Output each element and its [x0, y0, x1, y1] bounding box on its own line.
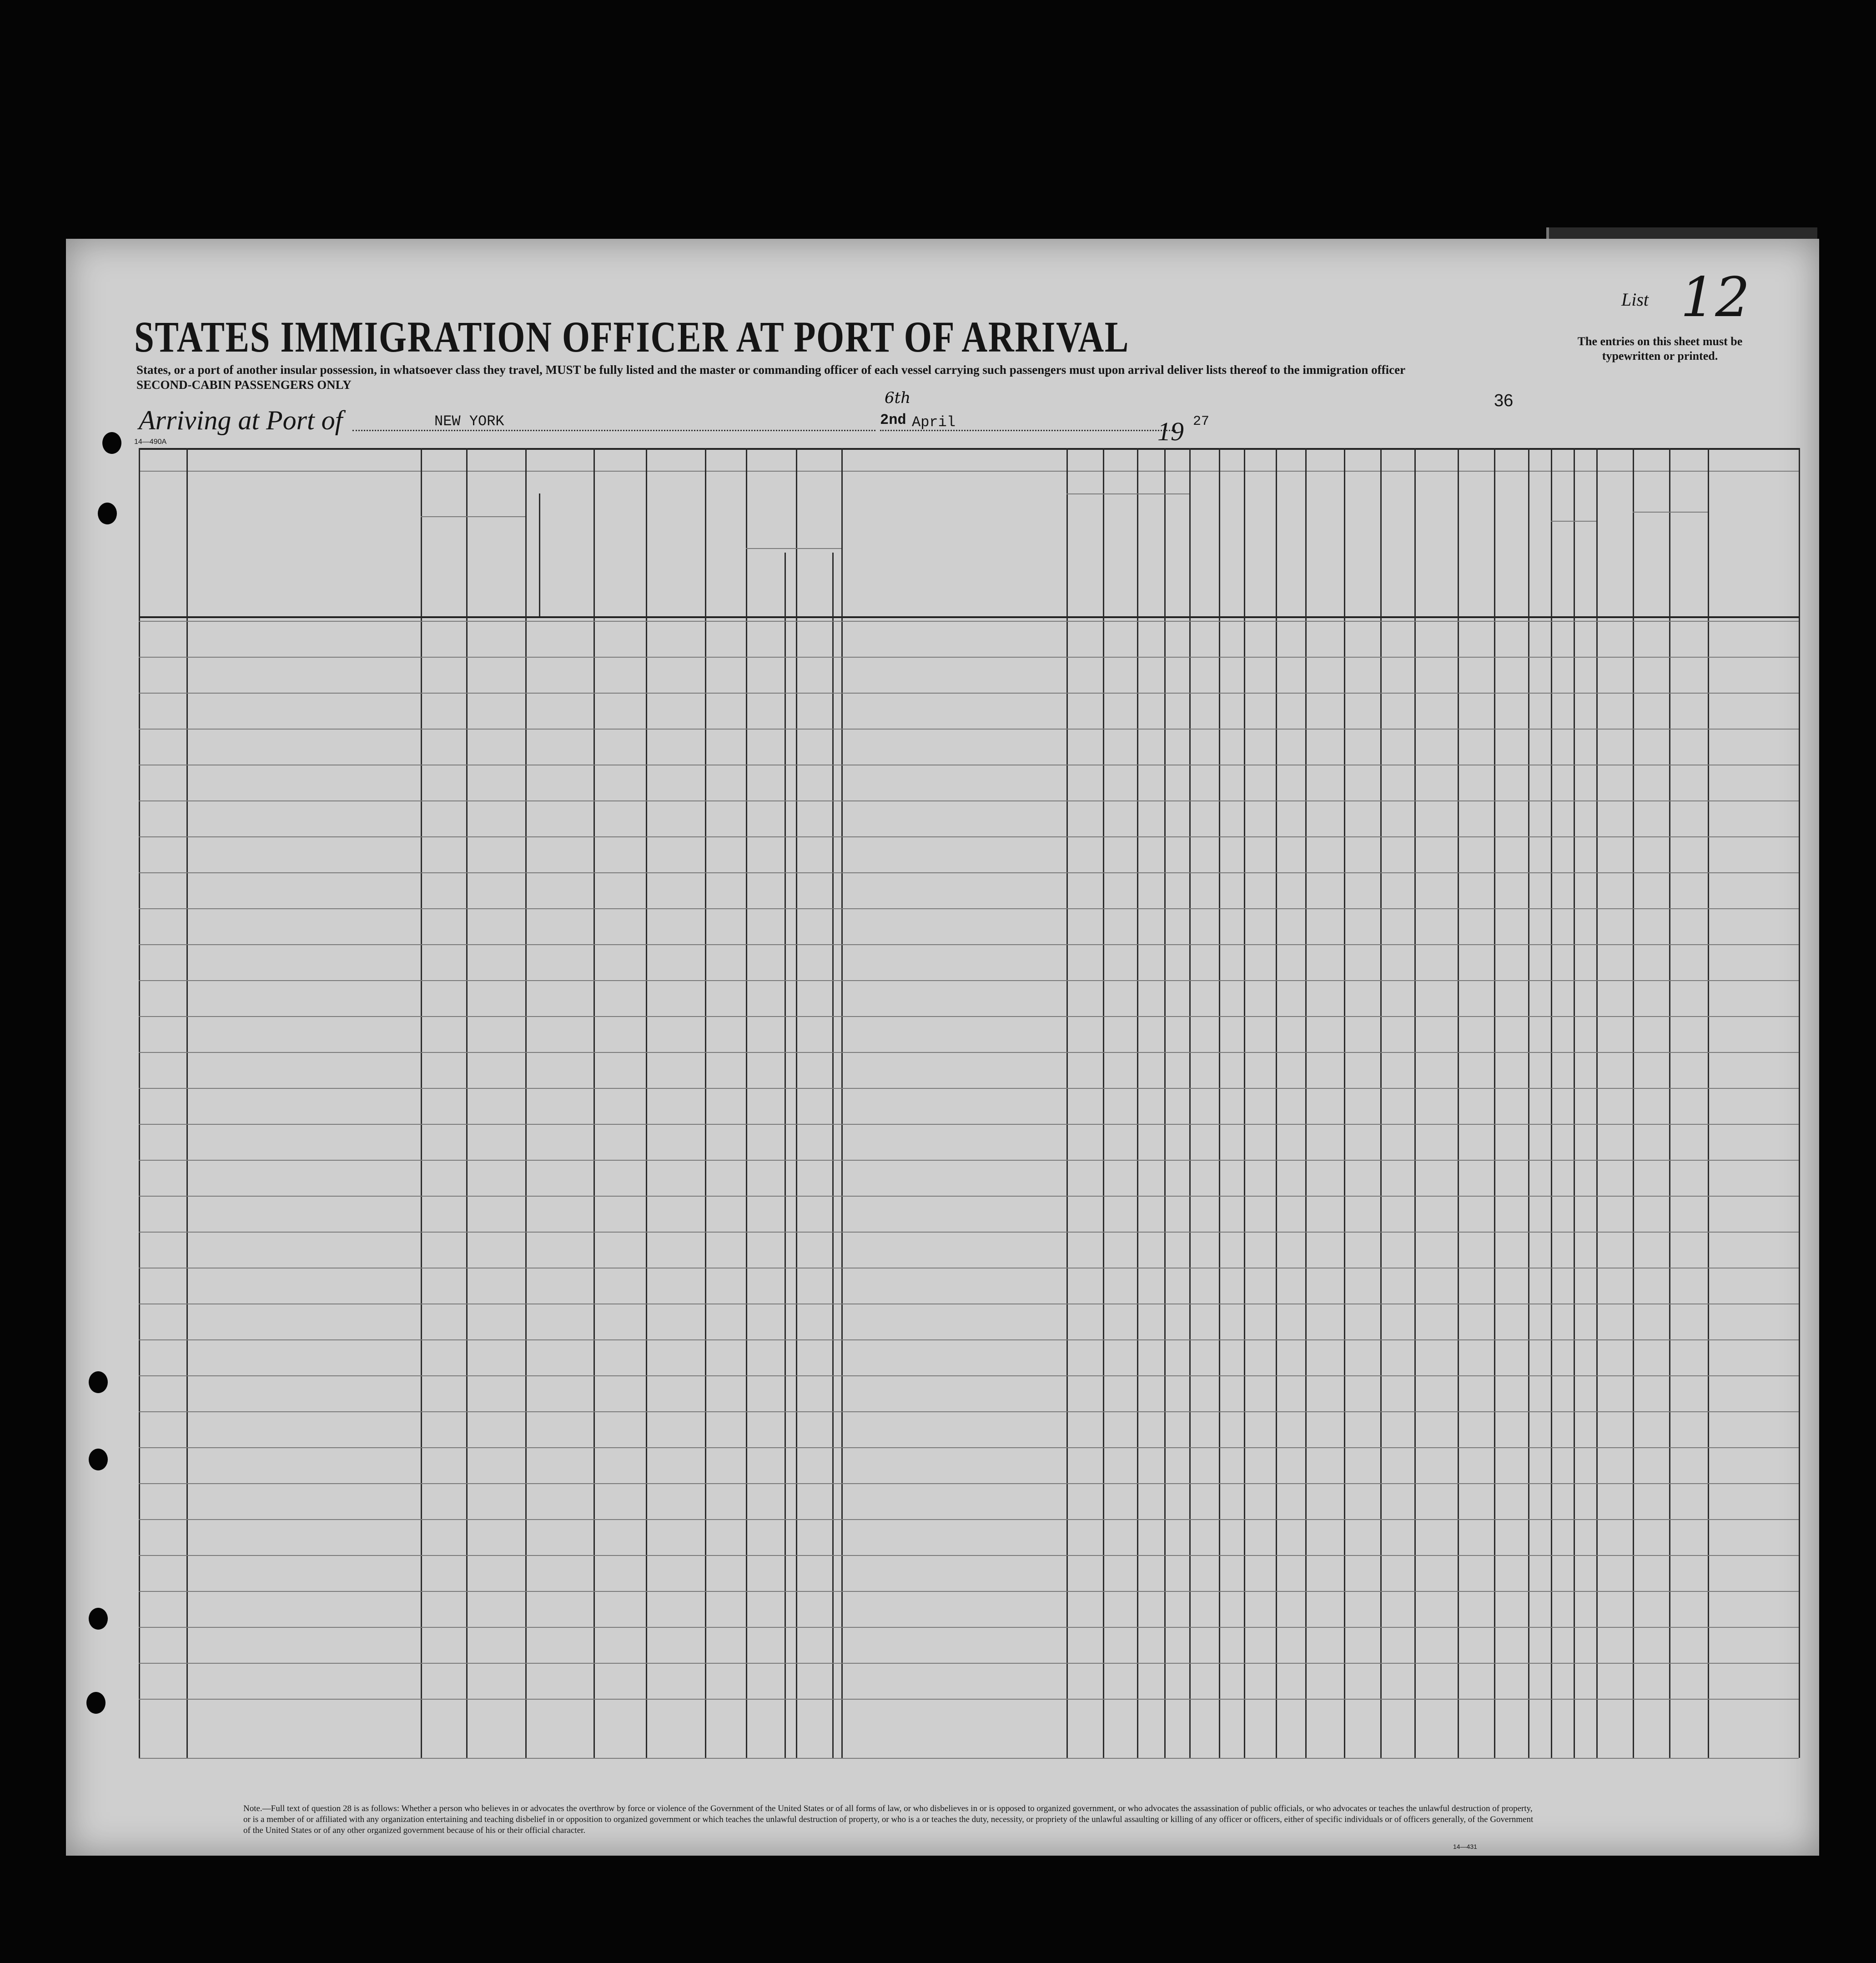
row-rule	[139, 1196, 1799, 1197]
intro-line: States, or a port of another insular possession, in whatsoever class they travel, MUST be fully listed and the master or commanding officer of each vessel carrying such passengers must upon arrival deliver lists thereof to the immigration officer	[136, 363, 1406, 377]
manifest-sheet	[66, 239, 1819, 1856]
column-rule	[1596, 448, 1598, 1758]
date-month: April	[912, 414, 956, 431]
column-rule	[1066, 448, 1068, 1758]
list-label: List	[1621, 289, 1649, 310]
column-rule	[832, 553, 834, 1758]
row-rule	[139, 729, 1799, 730]
column-rule	[1189, 448, 1191, 1758]
column-rule	[593, 448, 595, 1758]
row-rule	[139, 908, 1799, 909]
column-rule	[1574, 448, 1575, 1758]
column-rule	[1137, 448, 1138, 1758]
list-number: 12	[1680, 266, 1750, 329]
port-value: NEW YORK	[434, 413, 504, 430]
row-rule	[139, 1519, 1799, 1520]
column-rule	[1344, 448, 1345, 1758]
form-code: 14—490A	[134, 438, 167, 446]
row-rule	[139, 1663, 1799, 1664]
column-rule	[1164, 448, 1166, 1758]
row-rule	[139, 836, 1799, 837]
column-rule	[1799, 448, 1800, 1758]
row-rule	[139, 1555, 1799, 1556]
column-rule	[1414, 448, 1416, 1758]
column-rule	[1551, 448, 1552, 1758]
column-rule	[1276, 448, 1277, 1758]
column-rule	[421, 448, 422, 1758]
column-rule	[1244, 448, 1245, 1758]
footnote: Note.—Full text of question 28 is as follows: Whether a person who believes in or advocates the overthrow by force or violence of the Government of the United States or of all forms of law, or who disbelieves in or is opposed to organized government, or who advocates the assassination of public officials, or who advocates or teaches the unlawful destruction of property, or is a member of or affiliated with any organization entertaining and teaching disbelief in or opposition to organized government or which teaches the unlawful destruction of property, or who is a or teaches the duty, necessity, or propriety of the unlawful assaulting or killing of any officer or officers, either of specific individuals or of officers generally, of the Government of the United States or of any other organized government because of his or their official character.	[243, 1804, 1534, 1835]
row-rule	[139, 944, 1799, 945]
row-rule	[139, 1591, 1799, 1592]
row-rule	[139, 1699, 1799, 1700]
column-rule	[1305, 448, 1307, 1758]
row-rule	[139, 1411, 1799, 1412]
arriving-label: Arriving at Port of	[139, 405, 343, 435]
row-rule	[139, 1160, 1799, 1161]
rule-sub	[746, 548, 841, 549]
row-rule	[139, 1232, 1799, 1233]
column-rule	[186, 448, 188, 1758]
column-rule	[785, 553, 786, 1758]
rule-bottom	[139, 1758, 1799, 1759]
row-rule	[139, 1483, 1799, 1484]
row-rule	[139, 1088, 1799, 1089]
year-suffix: 27	[1193, 414, 1210, 429]
rule-sub	[1633, 512, 1708, 513]
date-day: 2nd	[880, 412, 906, 428]
rule-sub	[1551, 521, 1596, 522]
column-rule	[796, 448, 797, 1758]
row-rule	[139, 657, 1799, 658]
rule-header-bottom	[139, 616, 1799, 618]
column-rule	[1528, 448, 1529, 1758]
row-rule	[139, 1016, 1799, 1017]
footnote-code: 14—431	[1453, 1843, 1477, 1850]
column-rule	[1633, 448, 1634, 1758]
column-rule	[1708, 448, 1709, 1758]
manifest-grid	[66, 239, 1819, 1856]
column-rule	[1669, 448, 1670, 1758]
column-rule	[746, 448, 747, 1758]
row-rule	[139, 621, 1799, 622]
row-rule	[139, 800, 1799, 801]
column-rule	[1380, 448, 1382, 1758]
column-rule	[646, 448, 647, 1758]
column-rule	[1219, 448, 1220, 1758]
column-rule	[705, 448, 706, 1758]
row-rule	[139, 980, 1799, 981]
row-rule	[139, 1052, 1799, 1053]
column-rule	[466, 448, 468, 1758]
year-prefix: 19	[1157, 417, 1184, 446]
column-rule	[1458, 448, 1459, 1758]
rule-sub	[1066, 493, 1189, 494]
page-count: 36	[1494, 391, 1514, 410]
row-rule	[139, 872, 1799, 873]
sheet-note: The entries on this sheet must be typewritten or printed.	[1577, 335, 1743, 362]
row-rule	[139, 1124, 1799, 1125]
column-rule	[139, 448, 140, 1758]
rule-colnum	[139, 471, 1799, 472]
row-rule	[139, 1447, 1799, 1448]
row-rule	[139, 1375, 1799, 1376]
date-day-handwritten: 6th	[885, 389, 911, 407]
page-title: STATES IMMIGRATION OFFICER AT PORT OF ARRIVAL	[134, 312, 1130, 361]
row-rule	[139, 1339, 1799, 1340]
rule-top	[139, 448, 1799, 450]
column-rule	[539, 493, 540, 616]
column-rule	[841, 448, 843, 1758]
class-line: SECOND-CABIN PASSENGERS ONLY	[136, 378, 352, 392]
column-rule	[1494, 448, 1495, 1758]
column-rule	[1103, 448, 1104, 1758]
column-rule	[525, 448, 527, 1758]
row-rule	[139, 693, 1799, 694]
row-rule	[139, 1627, 1799, 1628]
rule-sub	[421, 516, 525, 517]
